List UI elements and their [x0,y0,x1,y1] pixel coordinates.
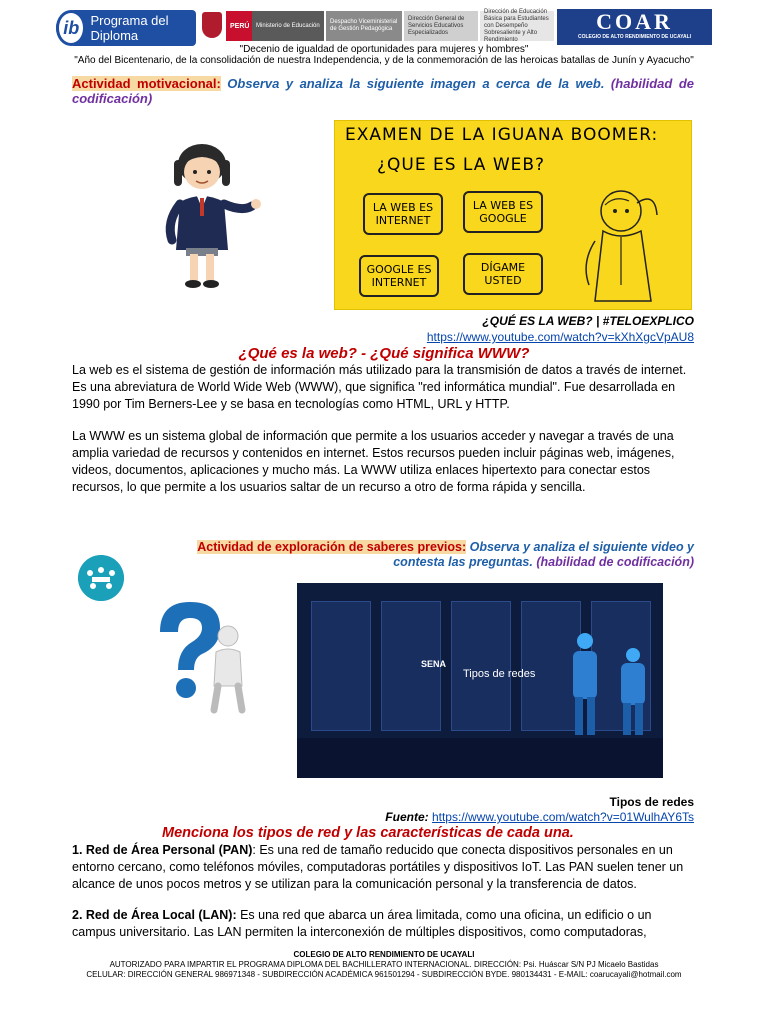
decenio-line: "Decenio de igualdad de oportunidades para mujeres y hombres" [239,44,529,55]
section2-question: Menciona los tipos de red y las características de cada una. [162,825,574,841]
video-thumbnail[interactable] [297,583,663,778]
poster-option-4: DÍGAME USTED [463,253,543,295]
source-label: Fuente: [385,810,429,824]
dir-general-label: Dirección General de Servicios Educativos Especializados [404,11,478,41]
video2-source [385,810,694,824]
coar-logo [557,9,712,45]
ib-logo [56,10,196,46]
video-floor [297,738,663,778]
poster-option-1: LA WEB ES INTERNET [363,193,443,235]
footer-school: COLEGIO DE ALTO RENDIMIENTO DE UCAYALI [293,950,475,959]
footer-authorization: AUTORIZADO PARA IMPARTIR EL PROGRAMA DIPLOMA DEL BACHILLERATO INTERNACIONAL. DIRECCIÓN: Psi. Huáscar S/N PJ Micaelo Bastidas [109,960,659,969]
coar-logo-subtitle: COLEGIO DE ALTO RENDIMIENTO DE UCAYALI [577,34,692,40]
poster-option-2: LA WEB ES GOOGLE [463,191,543,233]
exploration-text: Observa y analiza el siguiente video y contesta las preguntas. [393,540,694,569]
exploration-label: Actividad de exploración de saberes previos: [197,540,467,554]
minedu-label: Ministerio de Educación [252,11,324,41]
motivational-text: Observa y analiza la siguiente imagen a cerca de la web. [220,76,605,91]
student-illustration [152,142,264,292]
ib-logo-mark: ib [56,10,86,46]
section1-paragraph-2: La WWW es un sistema global de información que permite a los usuarios acceder y navegar a través de una amplia variedad de recursos y contenidos en internet. Estos recursos pueden incluir páginas web, imágenes, videos, documentos, aplicaciones y mucho más. La WWW utiliza enlaces hipertexto para conectar estos recursos, lo que permite a los usuarios saltar de un recurso a otro de forma rápida y sencilla. [72,429,675,494]
video2-link[interactable]: https://www.youtube.com/watch?v=01WulhAY6Ts [431,810,694,824]
ano-line: "Año del Bicentenario, de la consolidación de nuestra Independencia, y de la conmemoración de las heroicas batallas de Junín y Ayacucho" [74,55,694,66]
poster-question: ¿QUE ES LA WEB? [377,155,546,175]
peru-badge: PERÚ [226,11,252,41]
dir-basica-label: Dirección de Educación Básica para Estudiantes con Desempeño Sobresaliente y Alto Rendimiento [480,11,554,41]
peru-shield-icon [202,12,222,38]
lan-description: Es una red que abarca un área limitada, como una oficina, un edificio o un campus universitario. Las LAN permiten la interconexión de múltiples dispositivos, como computadoras, [72,908,652,939]
motivational-activity [72,76,694,106]
poster-title: EXAMEN DE LA IGUANA BOOMER: [345,125,659,145]
poster-option-3: GOOGLE ES INTERNET [359,255,439,297]
confused-man-icon [575,181,685,307]
exploration-skill: (habilidad de codificación) [532,555,694,569]
lan-term: 2. Red de Área Local (LAN): [72,908,237,922]
server-rack [451,601,511,731]
iguana-boomer-poster [334,120,692,310]
motivational-label: Actividad motivacional: [72,76,221,91]
video2-caption: Tipos de redes [609,795,694,809]
pan-term: 1. Red de Área Personal (PAN) [72,843,253,857]
people-figures-icon [565,631,657,741]
footer-contact: CELULAR: DIRECCIÓN GENERAL 986971348 - SUBDIRECCIÓN ACADÉMICA 961501294 - SUBDIRECCIÓN BYDE. 980134431 - E-MAIL: coarucayali@hotmail.com [86,970,682,979]
section1-question: ¿Qué es la web? - ¿Qué significa WWW? [238,345,530,362]
section1-paragraph-1: La web es el sistema de gestión de información más utilizado para la transmisión de datos a través de internet. Es una abreviatura de World Wide Web (WWW), que significa "red informática mundial". Fue desarrollada en 1990 por Tim Berners-Lee y se basa en tecnologías como HTML, URL y HTTP. [72,363,687,411]
video1-link[interactable]: https://www.youtube.com/watch?v=kXhXgcVpAU8 [426,330,694,344]
question-mark-figure-icon [150,596,255,714]
page-footer [0,950,768,980]
exploration-activity [154,540,694,570]
vice-label: Despacho Viceministerial de Gestión Pedagógica [326,11,402,41]
network-type-pan [72,842,696,893]
server-rack [311,601,371,731]
video1-caption: ¿QUÉ ES LA WEB? | #TELOEXPLICO [482,314,694,328]
video-thumbnail-title: Tipos de redes [463,668,536,680]
team-meeting-icon [78,555,124,601]
network-type-lan [72,907,696,941]
pan-description: : Es una red de tamaño reducido que conecta dispositivos personales en un entorno cercano, como teléfonos móviles, computadoras portátiles y dispositivos IoT. Las PAN suelen tener un alcance de unos pocos metros y se utilizan para la comunicación personal y la transferencia de datos. [72,843,684,891]
sena-logo: SENA [421,659,447,669]
coar-logo-title: COAR [596,9,673,34]
ib-logo-text: Programa del Diploma [90,13,169,43]
motivational-skill: (habilidad de codificación) [72,76,694,106]
